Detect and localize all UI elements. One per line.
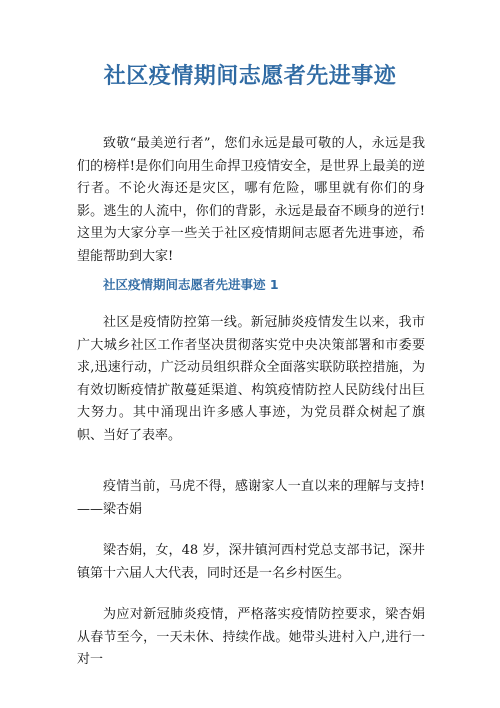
intro-paragraph: 致敬“最美逆行者”，您们永远是最可敬的人，永远是我们的榜样!是你们向用生命捍卫疫情安全，是世界上最美的逆行者。不论火海还是灾区，哪有危险，哪里就有你们的身影。逃生的人流中，你们的背影，永远是最奋不顾身的逆行!这里为大家分享一些关于社区疫情期间志愿者先进事迹，希望能帮助到大家! xyxy=(77,136,425,264)
body-paragraph: 梁杏娟，女，48 岁，深井镇河西村党总支部书记，深井镇第十六届人大代表，同时还是一名乡村医生。 xyxy=(77,543,425,581)
document-title: 社区疫情期间志愿者先进事迹 xyxy=(103,64,397,89)
quote-paragraph: 疫情当前，马虎不得，感谢家人一直以来的理解与支持!——梁杏娟 xyxy=(77,479,425,517)
body-paragraph: 社区是疫情防控第一线。新冠肺炎疫情发生以来，我市广大城乡社区工作者坚决贯彻落实党中央决策部署和市委要求,迅速行动，广泛动员组织群众全面落实联防联控措施，为有效切断疫情扩散蔓延渠道、构筑疫情防控人民防线付出巨大努力。其中涌现出许多感人事迹，为党员群众树起了旗帜、当好了表率。 xyxy=(77,315,425,443)
body-paragraph: 为应对新冠肺炎疫情，严格落实疫情防控要求，梁杏娟从春节至今，一天未休、持续作战。她带头进村入户,进行一对一 xyxy=(77,607,425,667)
section-heading: 社区疫情期间志愿者先进事迹 1 xyxy=(103,277,279,292)
